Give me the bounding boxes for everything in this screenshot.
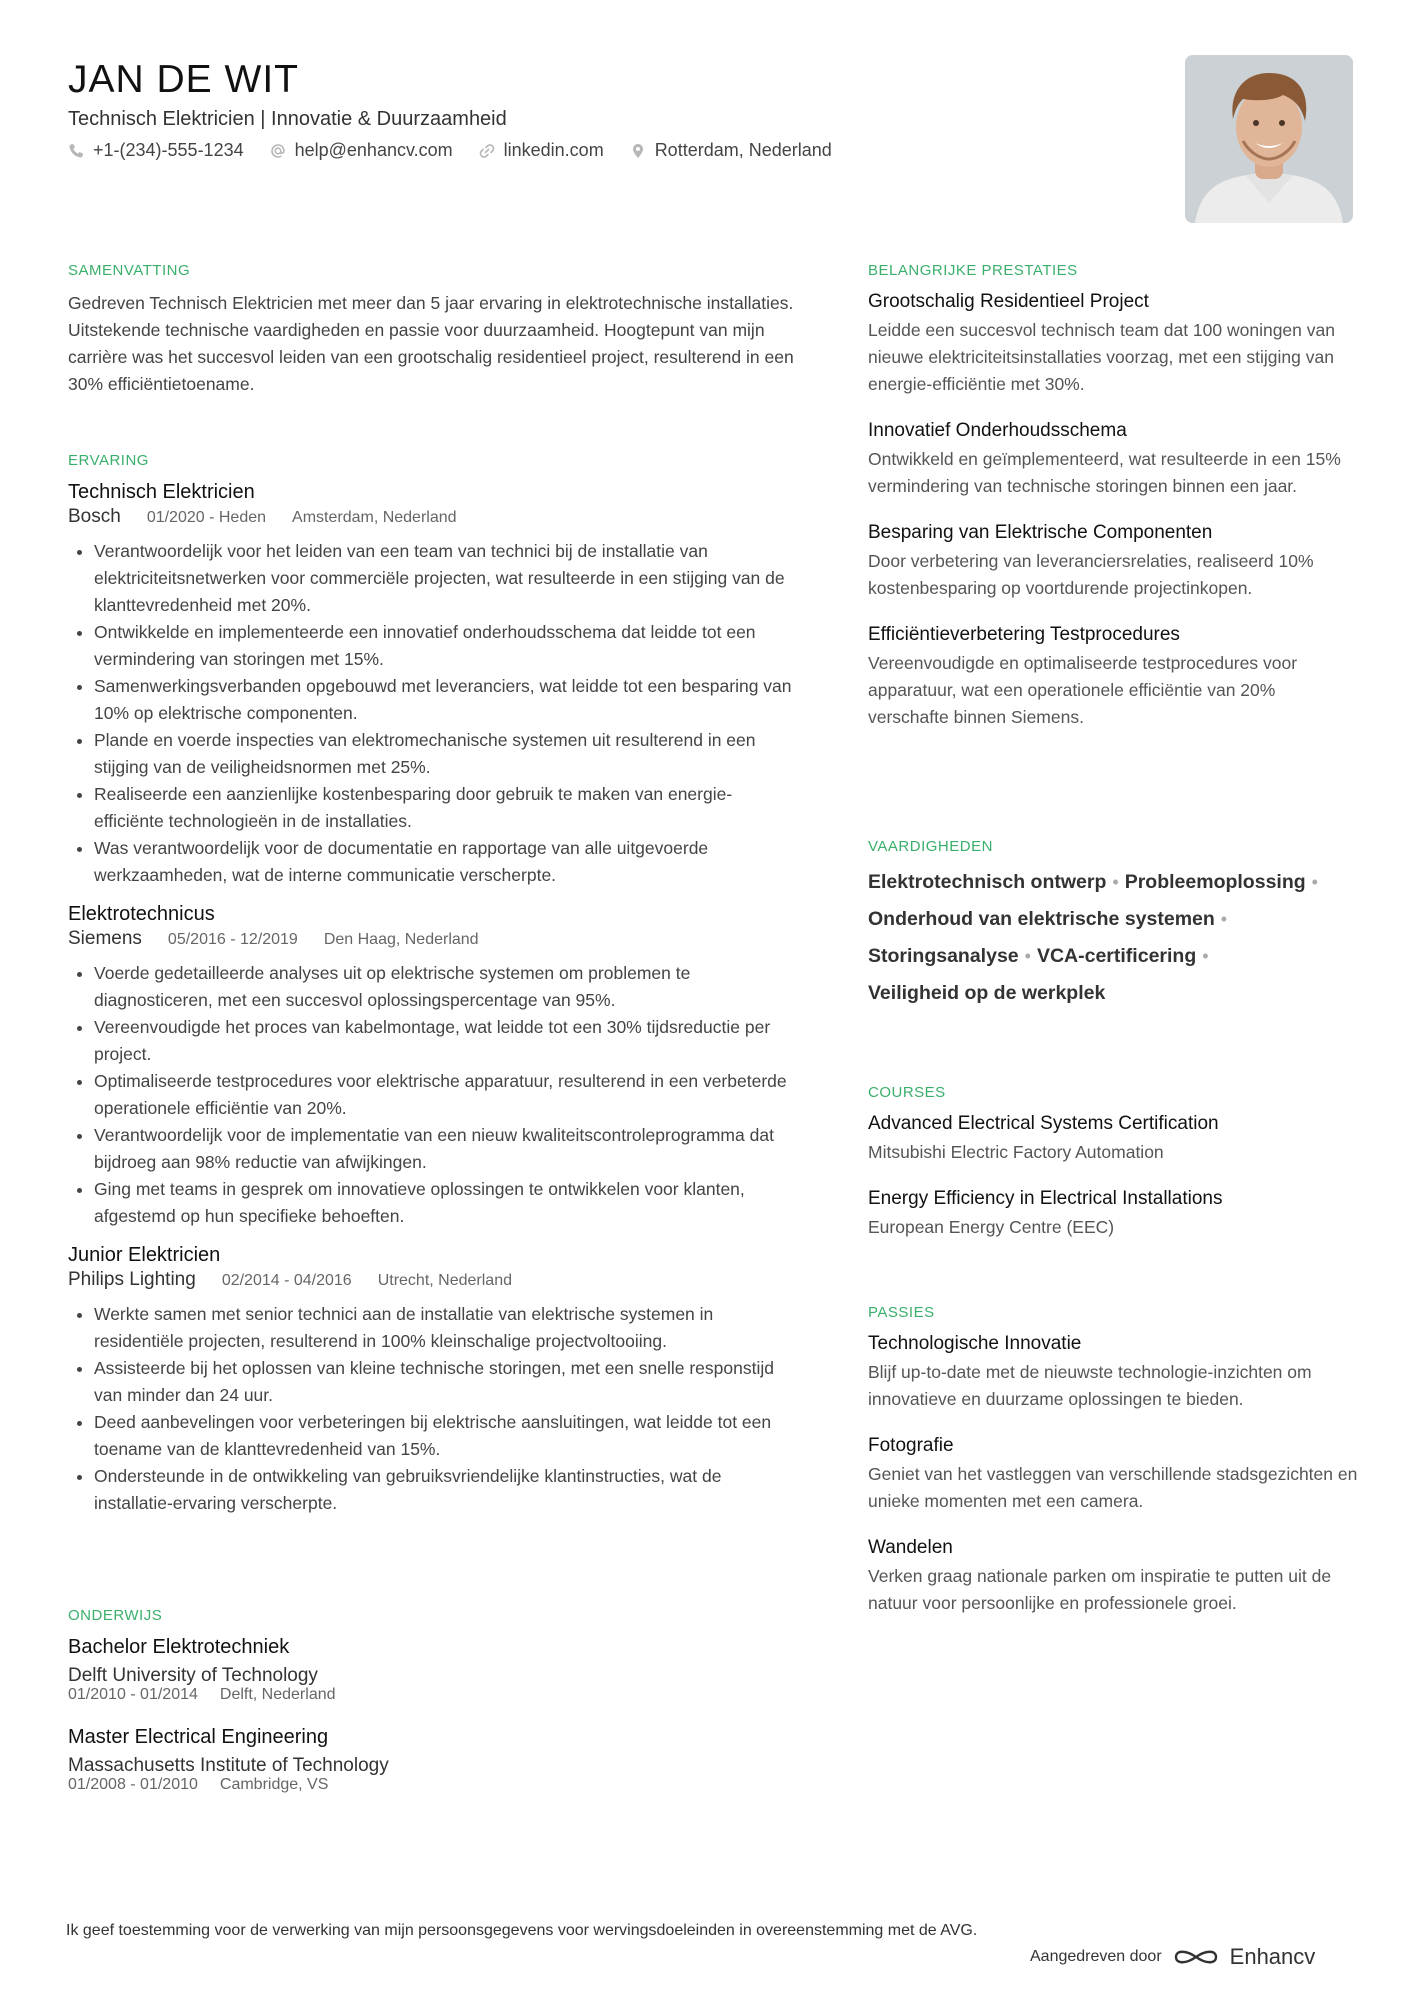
job-role: Junior Elektricien bbox=[68, 1244, 221, 1266]
job-bullets bbox=[68, 1301, 794, 1517]
enhancv-logo-icon bbox=[1172, 1945, 1220, 1969]
skills-section bbox=[868, 838, 1358, 1005]
summary-section bbox=[68, 262, 794, 398]
education-title: ONDERWIJS bbox=[68, 1607, 163, 1624]
job-role: Technisch Elektricien bbox=[68, 481, 255, 503]
bullet: • Werkte samen met senior technici aan de installatie van elektrische systemen in residentiële projecten, resulterend in 100% kleinschalige projectvoltooiing. bbox=[94, 1301, 794, 1355]
education-location: Cambridge, VS bbox=[219, 1776, 329, 1793]
achievement-item bbox=[868, 624, 1358, 731]
degree: Bachelor Elektrotechniek bbox=[68, 1636, 290, 1658]
summary-text: Gedreven Technisch Elektricien met meer dan 5 jaar ervaring in elektrotechnische installaties. Uitstekende technische vaardigheden en passie voor duurzaamheid. Hoogtepunt van mijn carrière was het succesvol leiden van een grootschalig residentieel project, resulterend in een 30% efficiëntietoename. bbox=[68, 293, 794, 394]
bullet: • Optimaliseerde testprocedures voor elektrische apparatuur, resulterend in een verbeterde operationele efficiëntie van 20%. bbox=[94, 1068, 794, 1122]
linkedin-text: linkedin.com bbox=[503, 140, 604, 160]
course-provider: European Energy Centre (EEC) bbox=[868, 1217, 1115, 1237]
contact-linkedin[interactable] bbox=[479, 140, 604, 161]
email-text: help@enhancv.com bbox=[294, 140, 453, 160]
achievement-desc: Ontwikkeld en geïmplementeerd, wat resulteerde in een 15% vermindering van technische storingen binnen een jaar. bbox=[868, 449, 1341, 496]
experience-title: ERVARING bbox=[68, 452, 149, 469]
education-section bbox=[68, 1607, 794, 1794]
job-location: Amsterdam, Nederland bbox=[292, 509, 457, 526]
bullet: • Ondersteunde in de ontwikkeling van gebruiksvriendelijke klantinstructies, wat de installatie-ervaring verscherpte. bbox=[94, 1463, 794, 1517]
course-item bbox=[868, 1113, 1358, 1166]
passion-title: Technologische Innovatie bbox=[868, 1333, 1082, 1354]
passion-desc: Verken graag nationale parken om inspiratie te putten uit de natuur voor persoonlijke en professionele groei. bbox=[868, 1566, 1332, 1613]
passion-item bbox=[868, 1537, 1358, 1617]
education-location: Delft, Nederland bbox=[219, 1686, 336, 1703]
phone-icon bbox=[68, 143, 84, 159]
job-dates: 02/2014 - 04/2016 bbox=[221, 1272, 352, 1289]
job-role: Elektrotechnicus bbox=[68, 903, 215, 925]
bullet: • Vereenvoudigde het proces van kabelmontage, wat leidde tot een 30% tijdsreductie per project. bbox=[94, 1014, 794, 1068]
courses-title: COURSES bbox=[868, 1084, 946, 1101]
job-company: Philips Lighting bbox=[68, 1269, 196, 1290]
job-location: Utrecht, Nederland bbox=[377, 1272, 512, 1289]
skill-tag: VCA-certificering • bbox=[1036, 945, 1209, 967]
passions-section bbox=[868, 1304, 1358, 1617]
bullet: • Ging met teams in gesprek om innovatieve oplossingen te ontwikkelen voor klanten, afgestemd op hun specifieke behoeften. bbox=[94, 1176, 794, 1230]
job-dates: 05/2016 - 12/2019 bbox=[167, 931, 298, 948]
achievement-title: Efficiëntieverbetering Testprocedures bbox=[868, 624, 1180, 645]
bullet: • Was verantwoordelijk voor de documentatie en rapportage van alle uitgevoerde werkzaamheden, wat de interne communicatie verscherpte. bbox=[94, 835, 794, 889]
achievement-title: Grootschalig Residentieel Project bbox=[868, 291, 1149, 312]
job-company: Bosch bbox=[68, 506, 121, 527]
achievement-desc: Vereenvoudigde en optimaliseerde testprocedures voor apparatuur, wat een operationele efficiëntie van 20% verschafte binnen Siemens. bbox=[868, 653, 1298, 727]
phone-text: +1-(234)-555-1234 bbox=[93, 140, 244, 160]
powered-by-label: Aangedreven door bbox=[1030, 1948, 1162, 1965]
job-bullets bbox=[68, 538, 794, 889]
consent-text: Ik geef toestemming voor de verwerking van mijn persoonsgegevens voor wervingsdoeleinden in overeenstemming met de AVG. bbox=[66, 1922, 978, 1939]
powered-by[interactable] bbox=[1030, 1944, 1315, 1970]
bullet: • Samenwerkingsverbanden opgebouwd met leveranciers, wat leidde tot een besparing van 10% op elektrische componenten. bbox=[94, 673, 794, 727]
degree: Master Electrical Engineering bbox=[68, 1726, 329, 1748]
achievement-desc: Leidde een succesvol technisch team dat 100 woningen van nieuwe elektriciteitsinstallaties voorzag, met een stijging van energie-efficiëntie met 30%. bbox=[868, 320, 1335, 394]
achievements-section bbox=[868, 262, 1358, 731]
passion-title: Wandelen bbox=[868, 1537, 953, 1558]
bullet: • Realiseerde een aanzienlijke kostenbesparing door gebruik te maken van energie-efficiënte technologieën in de installaties. bbox=[94, 781, 794, 835]
summary-title: SAMENVATTING bbox=[68, 262, 191, 279]
bullet: • Ontwikkelde en implementeerde een innovatief onderhoudsschema dat leidde tot een vermindering van storingen met 15%. bbox=[94, 619, 794, 673]
job-company: Siemens bbox=[68, 928, 142, 949]
education-dates: 01/2010 - 01/2014 bbox=[68, 1686, 198, 1703]
school: Massachusetts Institute of Technology bbox=[68, 1755, 389, 1776]
bullet: • Deed aanbevelingen voor verbeteringen bij elektrische aansluitingen, wat leidde tot een toename van de klanttevredenheid van 15%. bbox=[94, 1409, 794, 1463]
skill-tag: Onderhoud van elektrische systemen • bbox=[868, 908, 1228, 930]
bullet: • Voerde gedetailleerde analyses uit op elektrische systemen om problemen te diagnosticeren, met een succesvol oplossingspercentage van 95%. bbox=[94, 960, 794, 1014]
headline: Technisch Elektricien | Innovatie & Duurzaamheid bbox=[68, 108, 507, 130]
education-entry bbox=[68, 1726, 794, 1794]
profile-photo bbox=[1185, 55, 1353, 223]
course-title: Energy Efficiency in Electrical Installations bbox=[868, 1188, 1223, 1209]
education-entry bbox=[68, 1636, 794, 1704]
passions-title: PASSIES bbox=[868, 1304, 935, 1321]
achievement-title: Besparing van Elektrische Componenten bbox=[868, 522, 1213, 543]
job-location: Den Haag, Nederland bbox=[323, 931, 479, 948]
course-item bbox=[868, 1188, 1358, 1241]
job-bullets bbox=[68, 960, 794, 1230]
candidate-name: JAN DE WIT bbox=[68, 58, 299, 101]
skills-title: VAARDIGHEDEN bbox=[868, 838, 993, 855]
contact-location bbox=[630, 140, 832, 161]
course-title: Advanced Electrical Systems Certification bbox=[868, 1113, 1219, 1134]
achievement-item bbox=[868, 420, 1358, 500]
course-provider: Mitsubishi Electric Factory Automation bbox=[868, 1142, 1164, 1162]
passion-desc: Geniet van het vastleggen van verschillende stadsgezichten en unieke momenten met een camera. bbox=[868, 1464, 1358, 1511]
job-dates: 01/2020 - Heden bbox=[146, 509, 267, 526]
skill-tag: Veiligheid op de werkplek bbox=[868, 982, 1106, 1004]
bullet: • Verantwoordelijk voor het leiden van een team van technici bij de installatie van elektriciteitsnetwerken voor commerciële projecten, wat resulteerde in een stijging van de klanttevredenheid met 20%. bbox=[94, 538, 794, 619]
bullet: • Verantwoordelijk voor de implementatie van een nieuw kwaliteitscontroleprogramma dat bijdroeg aan 98% reductie van afwijkingen. bbox=[94, 1122, 794, 1176]
job-entry bbox=[68, 1244, 794, 1517]
location-pin-icon bbox=[630, 143, 646, 159]
bullet: • Assisteerde bij het oplossen van kleine technische storingen, met een snelle responstijd van minder dan 24 uur. bbox=[94, 1355, 794, 1409]
achievement-title: Innovatief Onderhoudsschema bbox=[868, 420, 1127, 441]
experience-section bbox=[68, 452, 794, 1517]
skill-tag: Elektrotechnisch ontwerp • bbox=[868, 871, 1119, 893]
achievement-item bbox=[868, 522, 1358, 602]
achievement-desc: Door verbetering van leveranciersrelaties, realiseerd 10% kostenbesparing op voortdurende projectinkopen. bbox=[868, 551, 1314, 598]
location-text: Rotterdam, Nederland bbox=[654, 140, 832, 160]
contact-bar bbox=[68, 140, 832, 161]
link-icon bbox=[479, 143, 495, 159]
contact-phone[interactable] bbox=[68, 140, 244, 161]
bullet: • Plande en voerde inspecties van elektromechanische systemen uit resulterend in een stijging van de veiligheidsnormen met 25%. bbox=[94, 727, 794, 781]
school: Delft University of Technology bbox=[68, 1665, 318, 1686]
skills-list bbox=[868, 871, 1348, 1005]
at-icon bbox=[270, 143, 286, 159]
passion-item bbox=[868, 1333, 1358, 1413]
achievement-item bbox=[868, 291, 1358, 398]
education-dates: 01/2008 - 01/2010 bbox=[68, 1776, 198, 1793]
skill-tag: Probleemoplossing • bbox=[1124, 871, 1318, 893]
skill-tag: Storingsanalyse • bbox=[868, 945, 1031, 967]
courses-section bbox=[868, 1084, 1358, 1241]
job-entry bbox=[68, 481, 794, 889]
passion-title: Fotografie bbox=[868, 1435, 954, 1456]
achievements-title: BELANGRIJKE PRESTATIES bbox=[868, 262, 1078, 279]
job-entry bbox=[68, 903, 794, 1230]
passion-item bbox=[868, 1435, 1358, 1515]
passion-desc: Blijf up-to-date met de nieuwste technologie-inzichten om innovatieve en duurzame oplossingen te bieden. bbox=[868, 1362, 1312, 1409]
enhancv-brand: Enhancv bbox=[1229, 1944, 1316, 1969]
contact-email[interactable] bbox=[270, 140, 453, 161]
